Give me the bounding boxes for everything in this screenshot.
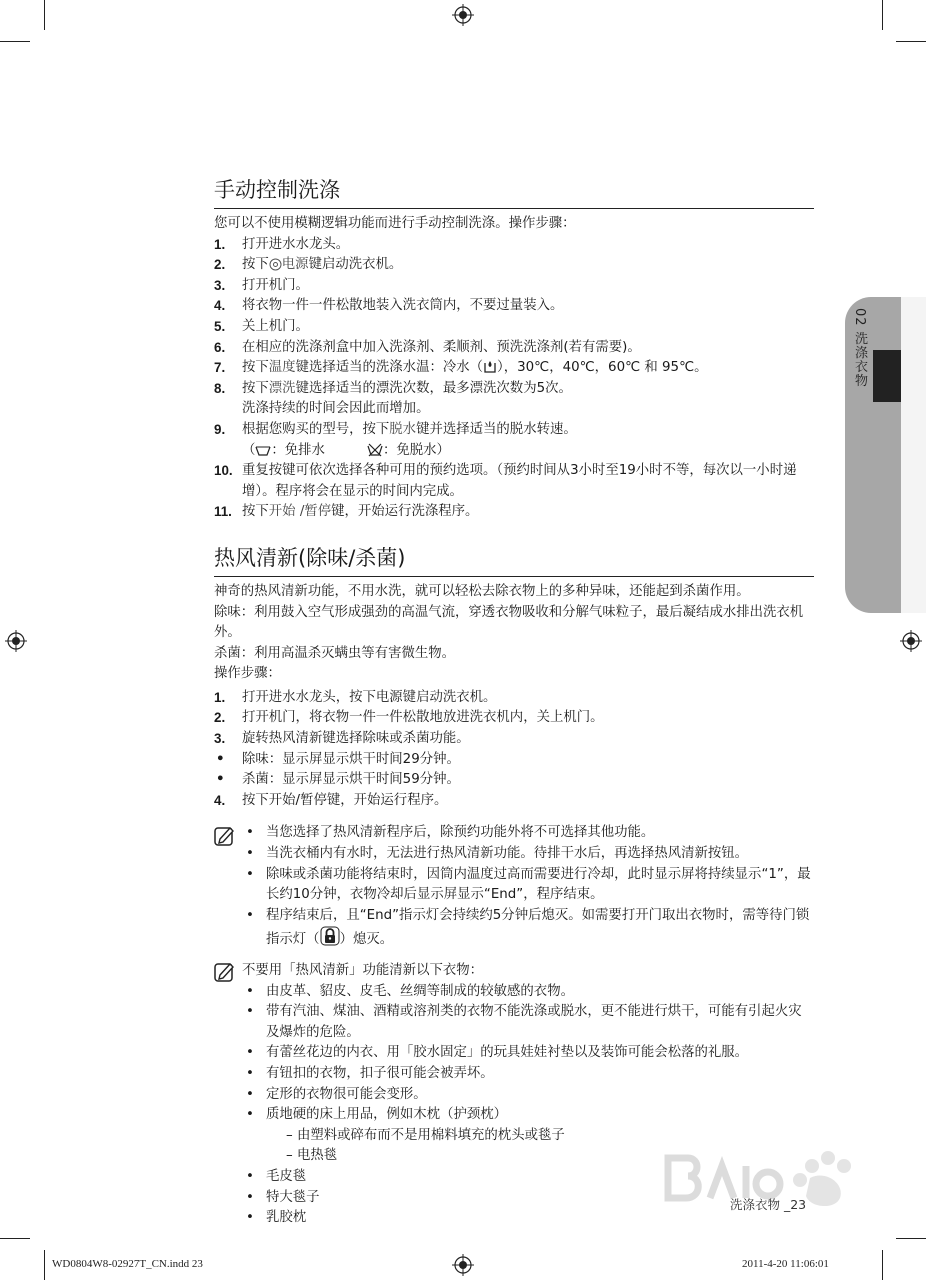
note-list <box>242 823 814 951</box>
note-icon <box>214 961 236 983</box>
list-item: 3. 打开机门。 <box>214 277 309 293</box>
paragraph: 除味：利用鼓入空气形成强劲的高温气流，穿透衣物吸收和分解气味粒子，最后凝结成水排出洗衣机外。 <box>214 604 804 641</box>
manual-wash-steps <box>214 235 814 523</box>
crop-mark <box>882 0 883 30</box>
lock-icon <box>320 926 340 946</box>
print-date: 2011-4-20 11:06:01 <box>742 1258 829 1270</box>
list-item: 2. 按下 电源键启动洗衣机。 <box>214 257 403 273</box>
list-item: 7. 按下温度键选择适当的洗涤水温：冷水（ ），30℃，40℃，60℃ 和 95℃。 <box>214 360 708 376</box>
list-item: • 当洗衣桶内有水时，无法进行热风清新功能。待排干水后，再选择热风清新按钮。 <box>246 846 749 862</box>
paragraph: 杀菌：利用高温杀灭螨虫等有害微生物。 <box>214 645 456 661</box>
list-item: 2. 打开机门，将衣物一件一件松散地放进洗衣机内，关上机门。 <box>214 710 604 726</box>
list-item: • 毛皮毯 <box>246 1168 307 1184</box>
paragraph: 神奇的热风清新功能，不用水洗，就可以轻松去除衣物上的多种异味，还能起到杀菌作用。 <box>214 583 750 599</box>
registration-mark-icon <box>900 630 922 652</box>
page-content <box>214 175 814 1229</box>
list-item: • 有蕾丝花边的内衣、用「胶水固定」的玩具娃娃衬垫以及装饰可能会松落的礼服。 <box>246 1045 749 1061</box>
sub-item: – 电热毯 <box>286 1148 338 1164</box>
crop-mark <box>896 1238 926 1239</box>
crop-mark <box>0 1238 30 1239</box>
warning-title: 不要用「热风清新」功能清新以下衣物： <box>242 963 484 978</box>
list-item: • 乳胶枕 <box>246 1210 307 1226</box>
intro-text: 您可以不使用模糊逻辑功能而进行手动控制洗涤。操作步骤： <box>214 216 576 231</box>
hot-air-steps <box>214 688 814 812</box>
registration-mark-icon <box>5 630 27 652</box>
list-item: 8. 按下漂洗键选择适当的漂洗次数，最多漂洗次数为5次。 洗涤持续的时间会因此而增加。 <box>214 380 572 417</box>
no-spin-icon <box>367 443 383 457</box>
note-block <box>214 823 814 951</box>
list-item: • 特大毯子 <box>246 1189 320 1205</box>
chapter-tab-edge <box>901 297 926 613</box>
list-item: • 有钮扣的衣物，扣子很可能会被弄坏。 <box>246 1065 494 1081</box>
paragraph: 操作步骤： <box>214 666 281 682</box>
list-item: 9. 根据您购买的型号，按下脱水键并选择适当的脱水转速。 （ ：免排水 ：免脱水） <box>214 421 577 458</box>
crop-mark <box>0 41 30 42</box>
list-item: 11. 按下开始 /暂停键，开始运行洗涤程序。 <box>214 504 479 520</box>
list-item: • 定形的衣物很可能会变形。 <box>246 1086 427 1102</box>
list-item: • 质地硬的床上用品，例如木枕（护颈枕） – 由塑料或碎布而不是用棉料填充的枕头或毯子 – 电热毯 <box>242 1105 814 1167</box>
no-drain-icon <box>255 444 271 457</box>
list-item: 10. 重复按键可依次选择各种可用的预约选项。（预约时间从3小时至19小时不等，每次以一小时递增）。程序将会在显示的时间内完成。 <box>214 463 797 499</box>
section-title-hot-air-refresh: 热风清新(除味/杀菌) <box>214 543 814 577</box>
chapter-tab-label: 02 洗涤衣物 <box>852 308 867 388</box>
list-item: • 由皮革、貂皮、皮毛、丝绸等制成的较敏感的衣物。 <box>246 983 574 999</box>
registration-mark-icon <box>452 4 474 26</box>
list-item: • 杀菌：显示屏显示烘干时间59分钟。 <box>216 772 460 788</box>
note-icon <box>214 825 236 847</box>
list-item: 1. 打开进水水龙头，按下电源键启动洗衣机。 <box>214 689 497 705</box>
chapter-tab-marker <box>873 350 901 402</box>
list-item: 5. 关上机门。 <box>214 318 309 334</box>
list-item: • 除味或杀菌功能将结束时，因筒内温度过高而需要进行冷却，此时显示屏将持续显示“1”，最长约10分钟，衣物冷却后显示屏显示“End”，程序结束。 <box>246 866 811 903</box>
cold-water-icon <box>483 359 497 374</box>
crop-mark <box>882 1250 883 1280</box>
list-item: 6. 在相应的洗涤剂盒中加入洗涤剂、柔顺剂、预洗洗涤剂(若有需要)。 <box>214 339 641 355</box>
power-icon <box>269 258 282 271</box>
section-title-manual-wash: 手动控制洗涤 <box>214 175 814 209</box>
list-item: 4. 将衣物一件一件松散地装入洗衣筒内，不要过量装入。 <box>214 298 564 314</box>
registration-mark-icon <box>452 1254 474 1276</box>
list-item: 1. 打开进水水龙头。 <box>214 236 350 252</box>
crop-mark <box>896 41 926 42</box>
list-item: • 除味：显示屏显示烘干时间29分钟。 <box>216 751 460 767</box>
print-file-name: WD0804W8-02927T_CN.indd 23 <box>52 1258 203 1270</box>
list-item: • 当您选择了热风清新程序后，除预约功能外将不可选择其他功能。 <box>246 825 655 841</box>
crop-mark <box>44 1250 45 1280</box>
crop-mark <box>44 0 45 30</box>
list-item: 3. 旋转热风清新键选择除味或杀菌功能。 <box>214 731 470 747</box>
list-item: • 程序结束后，且“End”指示灯会持续约5分钟后熄灭。如需要打开门取出衣物时，需等待门锁指示灯（ ）熄灭。 <box>246 907 810 948</box>
list-item: • 带有汽油、煤油、酒精或溶剂类的衣物不能洗涤或脱水，更不能进行烘干，可能有引起火灾及爆炸的危险。 <box>246 1004 802 1040</box>
page-number: 洗涤衣物 _23 <box>730 1197 807 1212</box>
list-item: 4. 按下开始/暂停键，开始运行程序。 <box>214 792 448 808</box>
sub-item: – 由塑料或碎布而不是用棉料填充的枕头或毯子 <box>286 1127 565 1143</box>
